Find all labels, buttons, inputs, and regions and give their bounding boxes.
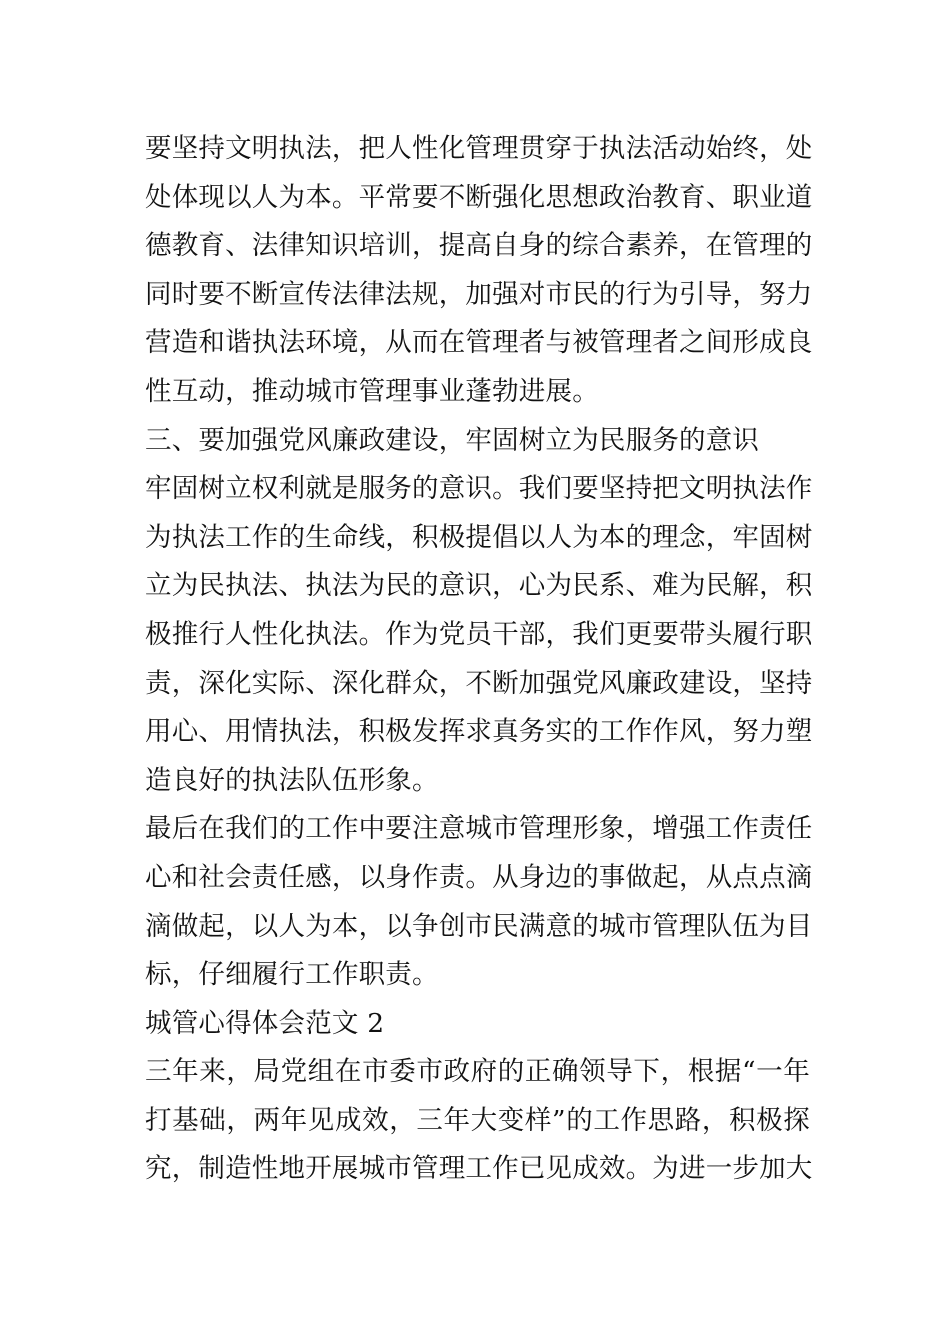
text-line: 滴做起，以人为本，以争创市民满意的城市管理队伍为目 — [145, 910, 813, 942]
text-line: 为执法工作的生命线，积极提倡以人为本的理念，牢固树 — [145, 521, 813, 553]
text-line: 标，仔细履行工作职责。 — [145, 959, 439, 991]
text-line: 造良好的执法队伍形象。 — [145, 764, 439, 796]
text-line: 性互动，推动城市管理事业蓬勃进展。 — [145, 375, 599, 407]
text-line: 营造和谐执法环境，从而在管理者与被管理者之间形成良 — [145, 327, 813, 359]
text-line: 用心、用情执法，积极发挥求真务实的工作作风，努力塑 — [145, 716, 813, 748]
text-line: 最后在我们的工作中要注意城市管理形象，增强工作责任 — [145, 813, 813, 845]
text-line: 究，制造性地开展城市管理工作已见成效。为进一步加大 — [145, 1153, 813, 1185]
text-line: 同时要不断宣传法律法规，加强对市民的行为引导，努力 — [145, 278, 813, 310]
text-line: 要坚持文明执法，把人性化管理贯穿于执法活动始终，处 — [145, 133, 813, 164]
document-body — [145, 125, 813, 1194]
text-line: 德教育、法律知识培训，提高自身的综合素养，在管理的 — [145, 230, 813, 262]
text-line: 处体现以人为本。平常要不断强化思想政治教育、职业道 — [145, 181, 813, 213]
text-line: 心和社会责任感，以身作责。从身边的事做起，从点点滴 — [145, 861, 813, 893]
text-line: 三年来，局党组在市委市政府的正确领导下，根据“一年 — [145, 1056, 810, 1088]
text-line: 责，深化实际、深化群众，不断加强党风廉政建设，坚持 — [145, 667, 813, 699]
text-line: 极推行人性化执法。作为党员干部，我们更要带头履行职 — [145, 618, 813, 650]
text-line: 城管心得体会范文 2 — [145, 1007, 385, 1039]
text-line: 打基础，两年见成效，三年大变样”的工作思路，积极探 — [145, 1104, 810, 1136]
text-line: 牢固树立权利就是服务的意识。我们要坚持把文明执法作 — [145, 473, 813, 505]
text-line: 立为民执法、执法为民的意识，心为民系、难为民解，积 — [145, 570, 813, 602]
text-line: 三、要加强党风廉政建设，牢固树立为民服务的意识 — [145, 424, 760, 456]
